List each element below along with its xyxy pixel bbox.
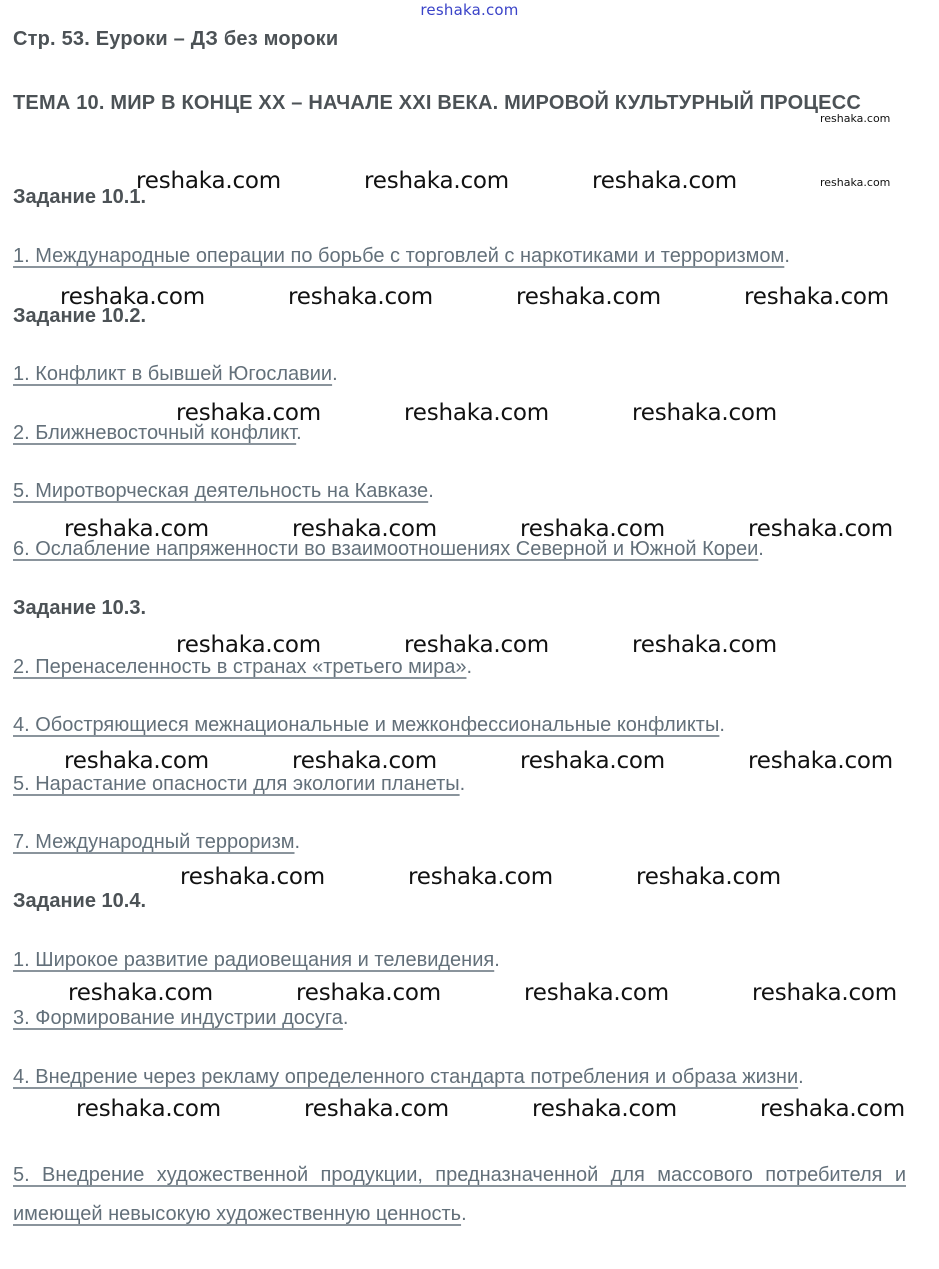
answer-text: 5. Миротворческая деятельность на Кавказе [13, 480, 429, 502]
answer-10-4-4: 4. Внедрение через рекламу определенного стандарта потребления и образа жизни. [13, 1066, 804, 1088]
watermark: reshaka.com [408, 864, 553, 890]
answer-10-4-1: 1. Широкое развитие радиовещания и телевидения. [13, 949, 500, 971]
watermark: reshaka.com [532, 1096, 677, 1122]
answer-text: 5. Внедрение художественной продукции, предназначенной для массового потребителя и имеющей невысокую художественную ценность [13, 1164, 906, 1225]
watermark: reshaka.com [592, 168, 737, 194]
watermark: reshaka.com [176, 632, 321, 658]
answer-10-3-5: 5. Нарастание опасности для экологии планеты. [13, 773, 466, 795]
task-heading-10-2: Задание 10.2. [13, 305, 147, 327]
watermark: reshaka.com [76, 1096, 221, 1122]
site-header-watermark: reshaka.com [420, 1, 519, 19]
answer-text: 1. Международные операции по борьбе с торговлей с наркотиками и терроризмом [13, 245, 785, 267]
answer-text: 4. Внедрение через рекламу определенного стандарта потребления и образа жизни [13, 1066, 799, 1088]
answer-10-2-5: 5. Миротворческая деятельность на Кавказе. [13, 480, 434, 502]
answer-text: 6. Ослабление напряженности во взаимоотношениях Северной и Южной Кореи [13, 538, 759, 560]
answer-text: 7. Международный терроризм [13, 831, 295, 853]
task-heading-10-4: Задание 10.4. [13, 890, 147, 912]
answer-text: 4. Обостряющиеся межнациональные и межконфессиональные конфликты [13, 714, 720, 736]
watermark: reshaka.com [364, 168, 509, 194]
watermark: reshaka.com [632, 400, 777, 426]
watermark: reshaka.com [296, 980, 441, 1006]
watermark: reshaka.com [516, 284, 661, 310]
watermark: reshaka.com [404, 632, 549, 658]
answer-text: 5. Нарастание опасности для экологии планеты [13, 773, 460, 795]
answer-10-1-1: 1. Международные операции по борьбе с торговлей с наркотиками и терроризмом. [13, 245, 790, 267]
topic-title: ТЕМА 10. МИР В КОНЦЕ XX – НАЧАЛЕ XXI ВЕКА. МИРОВОЙ КУЛЬТУРНЫЙ ПРОЦЕСС [13, 92, 861, 114]
watermark: reshaka.com [744, 284, 889, 310]
watermark: reshaka.com [136, 168, 281, 194]
answer-text: 2. Ближневосточный конфликт [13, 422, 297, 444]
watermark: reshaka.com [176, 400, 321, 426]
watermark: reshaka.com [748, 748, 893, 774]
watermark: reshaka.com [632, 632, 777, 658]
page-title: Стр. 53. Еуроки – ДЗ без мороки [13, 28, 339, 50]
watermark: reshaka.com [292, 748, 437, 774]
answer-text: 1. Широкое развитие радиовещания и телевидения [13, 949, 495, 971]
watermark: reshaka.com [288, 284, 433, 310]
answer-10-4-3: 3. Формирование индустрии досуга. [13, 1007, 349, 1029]
answer-text: 2. Перенаселенность в странах «третьего мира» [13, 656, 467, 678]
answer-10-3-2: 2. Перенаселенность в странах «третьего мира». [13, 656, 473, 678]
watermark: reshaka.com [180, 864, 325, 890]
watermark: reshaka.com [68, 980, 213, 1006]
watermark: reshaka.com [752, 980, 897, 1006]
answer-10-4-5: 5. Внедрение художественной продукции, предназначенной для массового потребителя и имеющей невысокую художественную ценность. [13, 1164, 906, 1225]
watermark: reshaka.com [820, 176, 891, 189]
answer-10-3-4: 4. Обостряющиеся межнациональные и межконфессиональные конфликты. [13, 714, 725, 736]
watermark: reshaka.com [520, 748, 665, 774]
answer-10-2-2: 2. Ближневосточный конфликт. [13, 422, 302, 444]
watermark: reshaka.com [304, 1096, 449, 1122]
watermark: reshaka.com [64, 748, 209, 774]
answer-text: 3. Формирование индустрии досуга [13, 1007, 343, 1029]
watermark: reshaka.com [520, 516, 665, 542]
watermark: reshaka.com [636, 864, 781, 890]
watermark: reshaka.com [292, 516, 437, 542]
watermark: reshaka.com [524, 980, 669, 1006]
watermark: reshaka.com [748, 516, 893, 542]
watermark: reshaka.com [404, 400, 549, 426]
watermark: reshaka.com [60, 284, 205, 310]
watermark: reshaka.com [820, 112, 891, 125]
task-heading-10-3: Задание 10.3. [13, 597, 147, 619]
answer-10-2-6: 6. Ослабление напряженности во взаимоотношениях Северной и Южной Кореи. [13, 538, 764, 560]
answer-10-3-7: 7. Международный терроризм. [13, 831, 301, 853]
task-heading-10-1: Задание 10.1. [13, 186, 147, 208]
answer-10-2-1: 1. Конфликт в бывшей Югославии. [13, 363, 338, 385]
watermark: reshaka.com [760, 1096, 905, 1122]
watermark: reshaka.com [64, 516, 209, 542]
answer-text: 1. Конфликт в бывшей Югославии [13, 363, 333, 385]
